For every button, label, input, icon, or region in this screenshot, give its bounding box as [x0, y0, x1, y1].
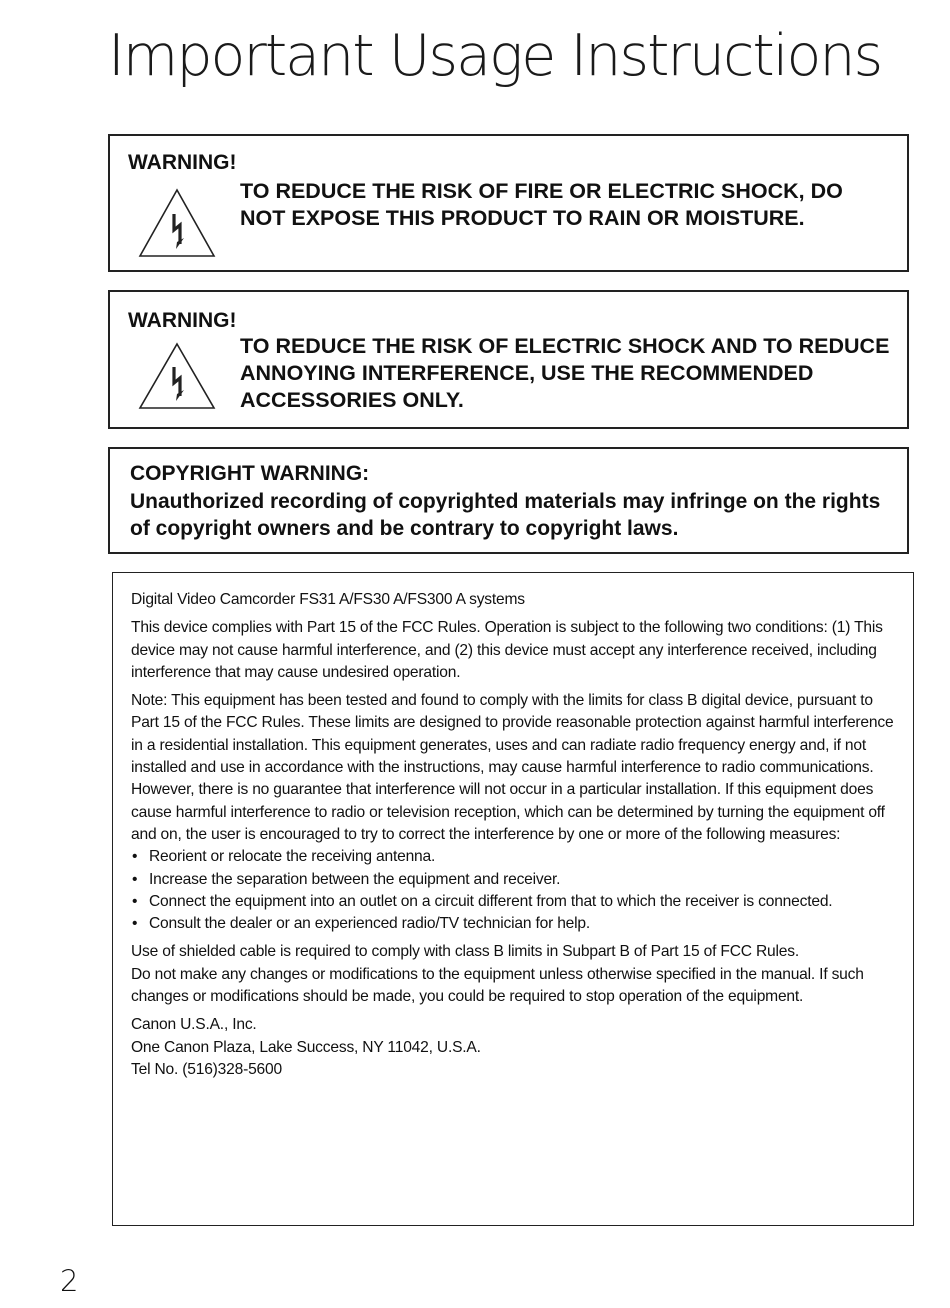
bullet-icon: • [132, 870, 138, 888]
electric-shock-warning-icon [138, 188, 216, 258]
fcc-note-text: Note: This equipment has been tested and found to comply with the limits for class B digital device, pursuant to Part 15 of the FCC Rules. These limits are designed to provide reasonable protection against harmful interference in a residential installation. This equipment generates, uses and can radiate radio frequency energy and, if not installed and use in accordance with the instructions, may cause harmful interference to radio communications. However, there is no guarantee that interference will not occur in a particular installation. If this equipment does cause harmful interference to radio or television reception, which can be determined by turning the equipment off and on, the user is encouraged to try to correct the interference by one or more of the following measures: [131, 692, 894, 843]
warning-box-accessories [108, 290, 909, 429]
page-title: Important Usage Instructions [108, 23, 882, 89]
fcc-compliance-text: This device complies with Part 15 of the FCC Rules. Operation is subject to the following two conditions: (1) This device may not cause harmful interference, and (2) this device must accept any interference received, including interference that may cause undesired operation. [131, 619, 883, 681]
copyright-label: COPYRIGHT WARNING: [130, 462, 370, 485]
warning-text: TO REDUCE THE RISK OF FIRE OR ELECTRIC SHOCK, DO NOT EXPOSE THIS PRODUCT TO RAIN OR MOISTURE. [240, 179, 843, 230]
bullet-icon: • [132, 915, 138, 933]
page-number: 2 [60, 1264, 79, 1298]
list-item: • Reorient or relocate the receiving antenna. [131, 846, 897, 868]
warning-label: WARNING! [128, 309, 237, 332]
measures-list [131, 846, 897, 935]
company-name: Canon U.S.A., Inc. [131, 1016, 257, 1034]
copyright-text: Unauthorized recording of copyrighted materials may infringe on the rights of copyright owners and be contrary to copyright laws. [130, 490, 881, 540]
fcc-notice-box [112, 572, 914, 1226]
copyright-warning-box [108, 447, 909, 554]
electric-shock-warning-icon [138, 342, 216, 410]
company-phone: Tel No. (516)328-5600 [131, 1060, 282, 1078]
list-item: • Connect the equipment into an outlet on a circuit different from that to which the receiver is connected. [131, 891, 897, 913]
list-item: • Consult the dealer or an experienced radio/TV technician for help. [131, 913, 897, 935]
company-address: One Canon Plaza, Lake Success, NY 11042, U.S.A. [131, 1038, 481, 1056]
shielded-cable-text: Use of shielded cable is required to comply with class B limits in Subpart B of Part 15 of FCC Rules. [131, 943, 799, 961]
list-item: • Increase the separation between the equipment and receiver. [131, 869, 897, 891]
warning-text: TO REDUCE THE RISK OF ELECTRIC SHOCK AND TO REDUCE ANNOYING INTERFERENCE, USE THE RECOMMENDED ACCESSORIES ONLY. [240, 334, 890, 412]
modifications-text: Do not make any changes or modifications to the equipment unless otherwise specified in the manual. If such changes or modifications should be made, you could be required to stop operation of the equipment. [131, 965, 864, 1006]
warning-label: WARNING! [128, 151, 237, 174]
bullet-icon: • [132, 892, 138, 910]
model-line: Digital Video Camcorder FS31 A/FS30 A/FS300 A systems [131, 591, 525, 608]
bullet-icon: • [132, 848, 138, 866]
warning-box-fire-shock [108, 134, 909, 272]
